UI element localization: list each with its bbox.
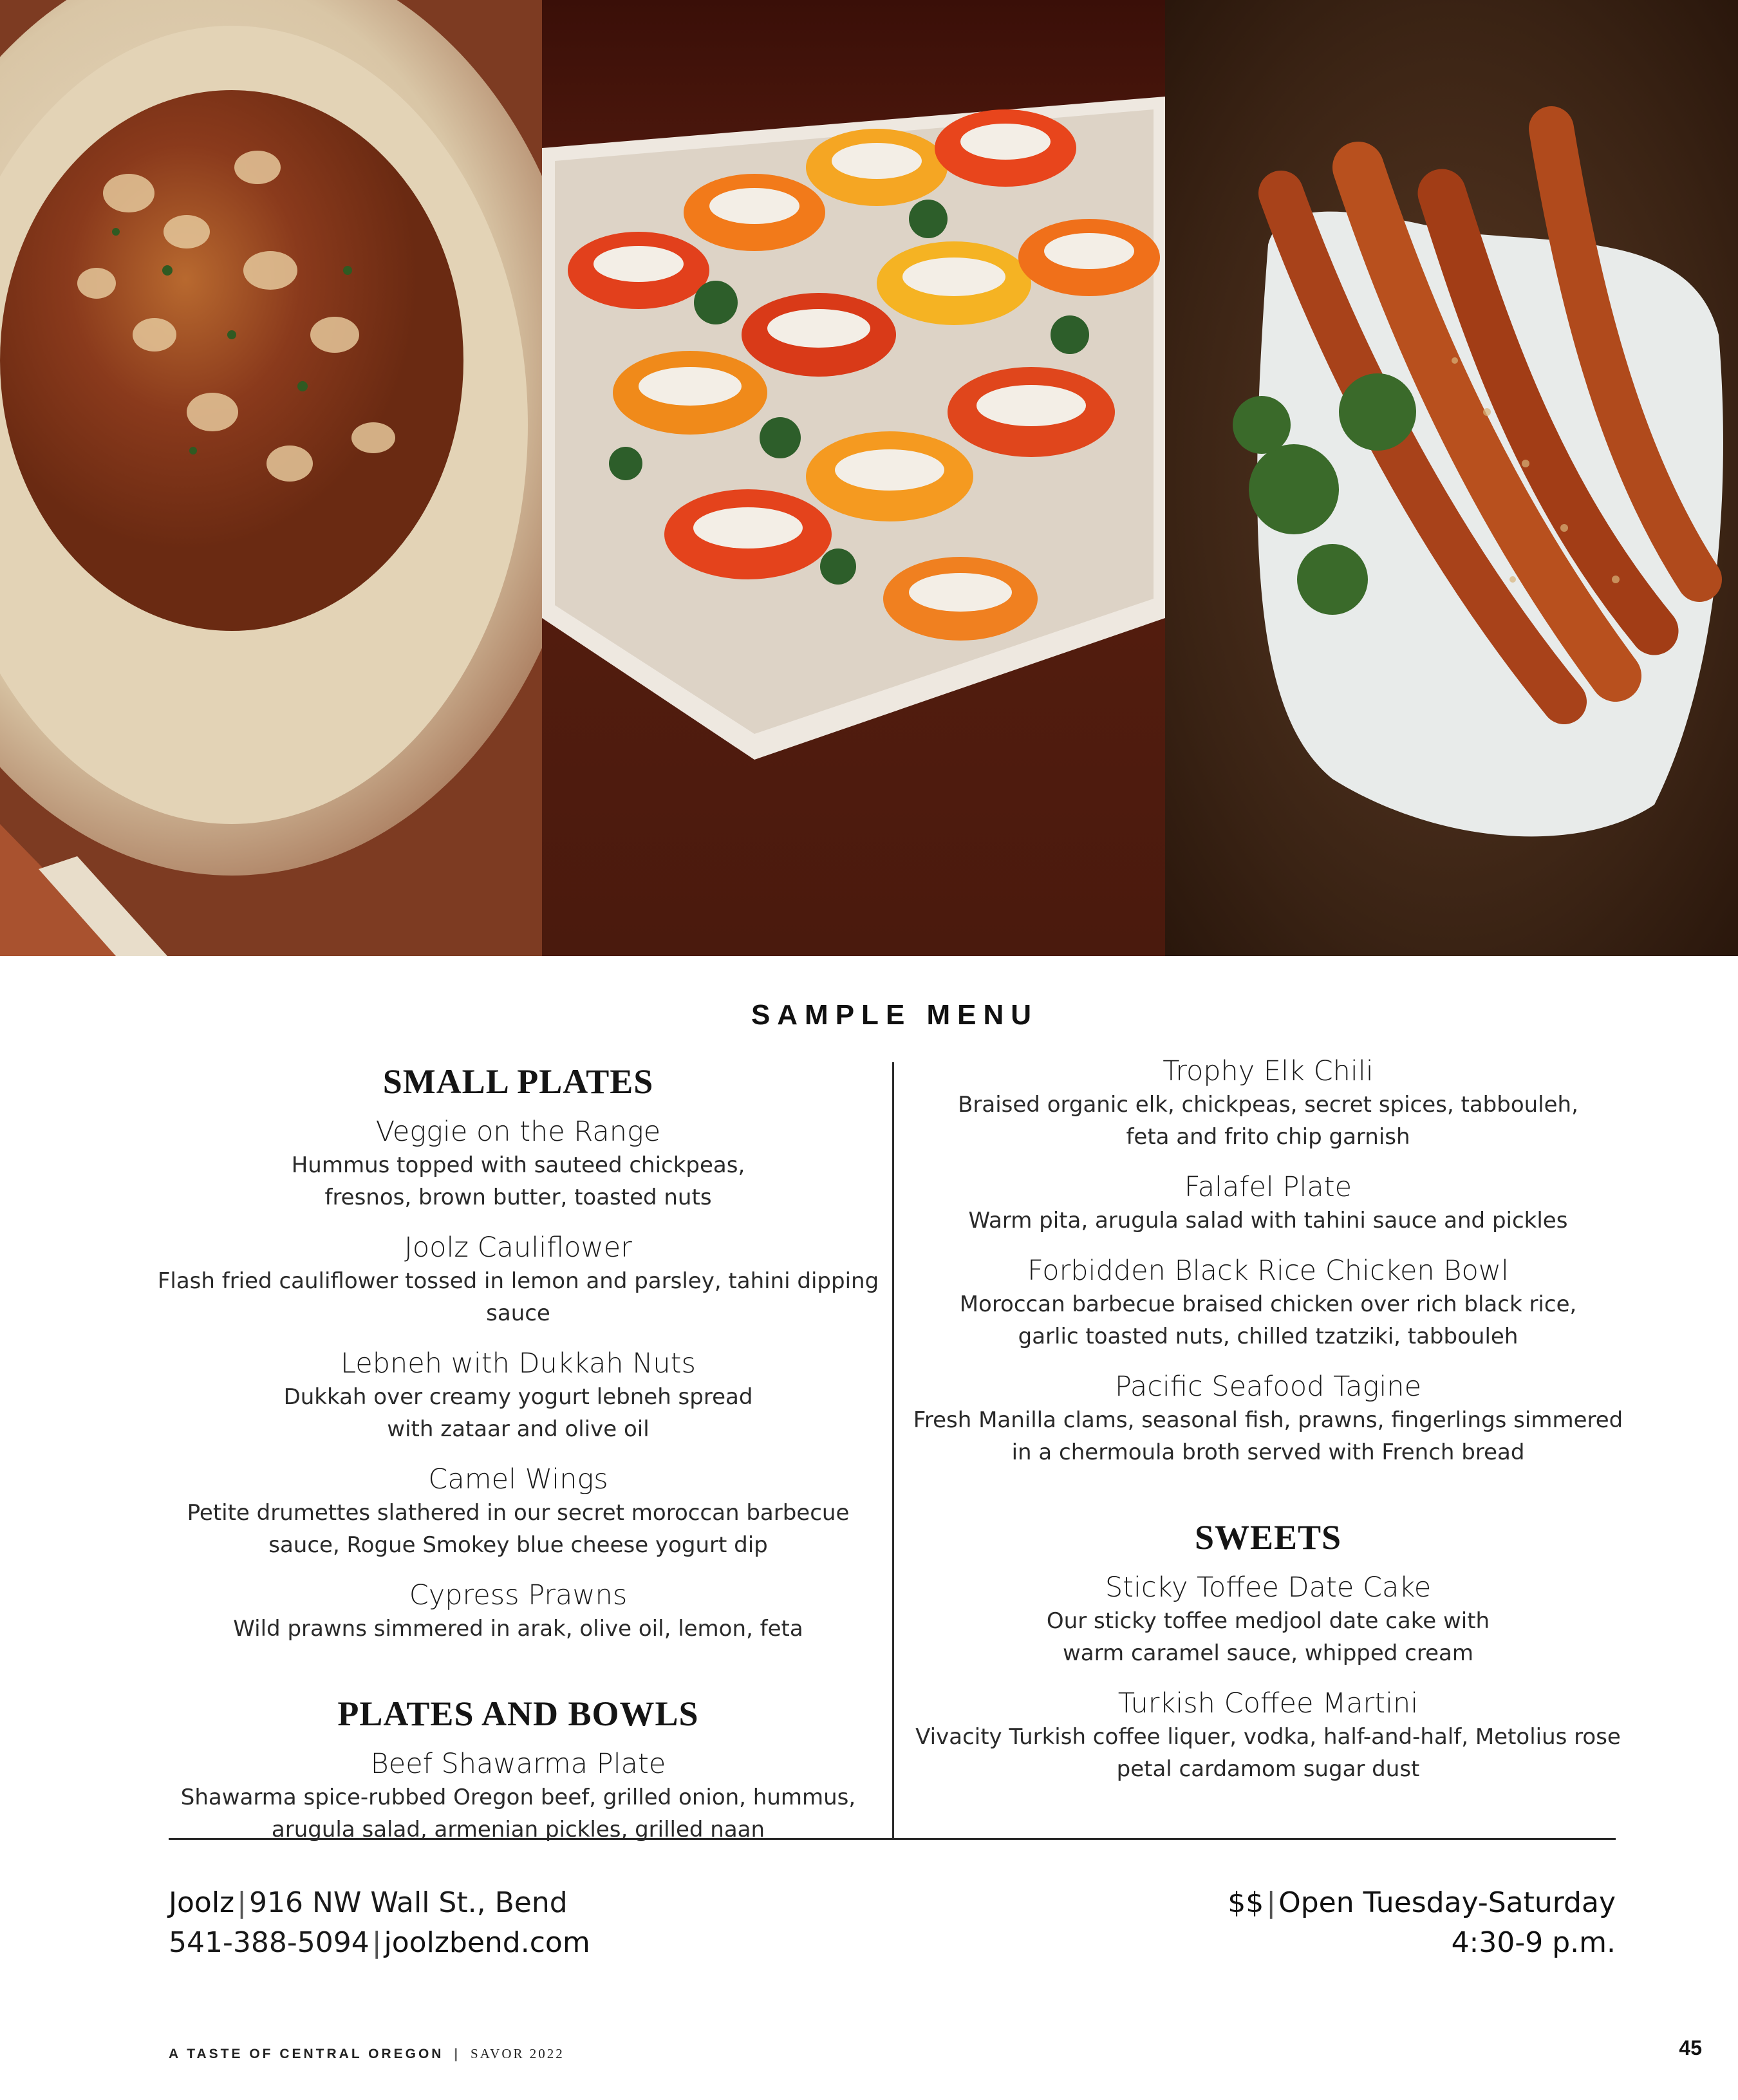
item-name: Falafel Plate xyxy=(1184,1171,1352,1203)
restaurant-name: Joolz xyxy=(169,1886,235,1919)
page-footer: A TASTE OF CENTRAL OREGON | SAVOR 2022 xyxy=(169,2046,565,2061)
item-name: Turkish Coffee Martini xyxy=(1117,1687,1419,1720)
menu-item xyxy=(148,1346,888,1445)
open-hours: 4:30-9 p.m. xyxy=(1451,1926,1616,1959)
restaurant-website[interactable]: joolzbend.com xyxy=(384,1926,590,1959)
item-desc: feta and frito chip garnish xyxy=(1126,1124,1410,1150)
item-desc: Our sticky toffee medjool date cake with xyxy=(1046,1608,1490,1634)
item-desc: sauce, Rogue Smokey blue cheese yogurt dip xyxy=(268,1532,768,1558)
menu-item xyxy=(148,1462,888,1561)
item-name: Lebneh with Dukkah Nuts xyxy=(341,1347,696,1380)
menu-title: SAMPLE MENU xyxy=(751,999,1039,1031)
item-desc: Moroccan barbecue braised chicken over rich black rice, xyxy=(959,1291,1577,1317)
item-desc: Wild prawns simmered in arak, olive oil, lemon, feta xyxy=(233,1616,803,1642)
section-heading-plates-and-bowls: PLATES AND BOWLS xyxy=(337,1694,699,1733)
restaurant-hours: $$|Open Tuesday-Saturday 4:30-9 p.m. xyxy=(1228,1886,1616,1959)
restaurant-address: 916 NW Wall St., Bend xyxy=(248,1886,568,1919)
peppers-photo xyxy=(542,0,1165,956)
item-name: Beef Shawarma Plate xyxy=(370,1748,666,1780)
item-desc: Shawarma spice-rubbed Oregon beef, grilled onion, hummus, xyxy=(180,1785,856,1810)
item-desc: garlic toasted nuts, chilled tzatziki, tabbouleh xyxy=(1018,1324,1518,1349)
carrots-photo xyxy=(1165,0,1738,956)
item-desc: fresnos, brown butter, toasted nuts xyxy=(324,1185,712,1210)
section-heading-small-plates: SMALL PLATES xyxy=(382,1062,654,1101)
item-name: Forbidden Black Rice Chicken Bowl xyxy=(1027,1255,1509,1287)
item-desc: Braised organic elk, chickpeas, secret spices, tabbouleh, xyxy=(958,1092,1578,1118)
restaurant-phone[interactable]: 541-388-5094 xyxy=(169,1926,369,1959)
menu-item xyxy=(898,1570,1638,1669)
menu-item xyxy=(898,1253,1638,1353)
menu-item xyxy=(898,1170,1638,1237)
section-heading-sweets: SWEETS xyxy=(1194,1518,1342,1557)
item-desc: Dukkah over creamy yogurt lebneh spread xyxy=(283,1384,753,1410)
column-divider xyxy=(892,1062,894,1839)
menu-item xyxy=(898,1369,1638,1468)
item-desc: Warm pita, arugula salad with tahini sauce and pickles xyxy=(968,1208,1568,1233)
left-menu-column xyxy=(148,1058,888,1862)
menu-item xyxy=(148,1747,888,1846)
item-desc: Vivacity Turkish coffee liquer, vodka, half-and-half, Metolius rose xyxy=(915,1724,1621,1750)
item-name: Cypress Prawns xyxy=(409,1579,628,1611)
item-name: Veggie on the Range xyxy=(375,1116,661,1148)
item-name: Trophy Elk Chili xyxy=(1163,1055,1374,1087)
menu-item xyxy=(148,1230,888,1329)
item-desc: petal cardamom sugar dust xyxy=(1116,1756,1420,1782)
item-desc: in a chermoula broth served with French bread xyxy=(1011,1439,1525,1465)
item-desc: Flash fried cauliflower tossed in lemon and parsley, tahini dipping sauce xyxy=(157,1268,879,1326)
price-level: $$ xyxy=(1228,1886,1264,1919)
page-number: 45 xyxy=(1679,2036,1702,2059)
item-desc: arugula salad, armenian pickles, grilled naan xyxy=(271,1817,765,1842)
item-desc: Petite drumettes slathered in our secret moroccan barbecue xyxy=(187,1500,850,1526)
footer-publication: SAVOR 2022 xyxy=(471,2046,565,2061)
right-menu-column xyxy=(898,1054,1638,1802)
item-name: Sticky Toffee Date Cake xyxy=(1105,1571,1432,1604)
menu-item xyxy=(898,1686,1638,1785)
item-name: Pacific Seafood Tagine xyxy=(1114,1371,1422,1403)
item-desc: Hummus topped with sauteed chickpeas, xyxy=(291,1152,745,1178)
item-name: Camel Wings xyxy=(428,1463,608,1495)
restaurant-info: Joolz|916 NW Wall St., Bend 541-388-5094|joolzbend.com xyxy=(169,1886,590,1959)
menu-item xyxy=(148,1578,888,1645)
item-desc: warm caramel sauce, whipped cream xyxy=(1063,1640,1473,1666)
item-desc: with zataar and olive oil xyxy=(387,1416,649,1442)
item-desc: Fresh Manilla clams, seasonal fish, prawns, fingerlings simmered xyxy=(913,1407,1623,1433)
footer-section: A TASTE OF CENTRAL OREGON xyxy=(169,2047,444,2061)
item-name: Joolz Cauliflower xyxy=(404,1232,632,1264)
menu-item xyxy=(898,1054,1638,1153)
menu-item xyxy=(148,1114,888,1214)
hummus-photo xyxy=(0,0,542,956)
open-days: Open Tuesday-Saturday xyxy=(1278,1886,1616,1919)
